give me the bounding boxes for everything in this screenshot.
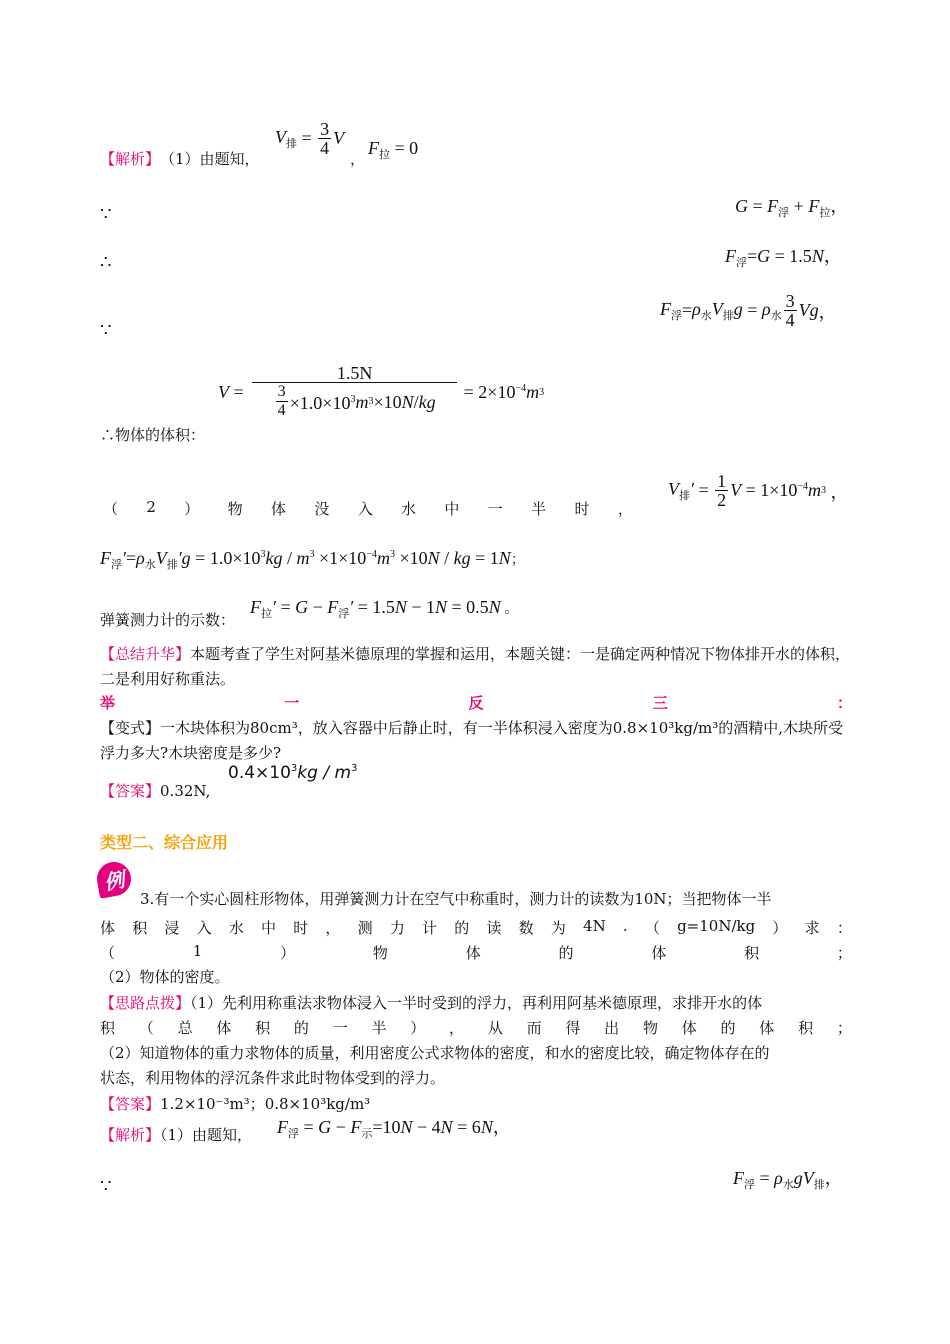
line3-char: 的	[558, 944, 574, 962]
line2-char: 4N	[583, 917, 606, 935]
part2-char: 体	[270, 500, 286, 518]
hint-text-1: （1）先利用称重法求物体浸入一半时受到的浮力，再利用阿基米德原理，求排开水的体	[190, 994, 763, 1012]
section-title: 类型二、综合应用	[100, 833, 229, 852]
eq-f-fu-2: $F_浮$ = $\rho_水V_排g$ = $\rho_水$ $\frac{3}{4}$ Vg ，	[660, 291, 837, 330]
heading-char: 一	[284, 694, 300, 712]
part2-char: 物	[227, 500, 243, 518]
part2-char: 2	[146, 498, 156, 516]
hint2-char: 从	[487, 1019, 503, 1037]
variant-block	[100, 716, 855, 766]
part2-char: 没	[314, 500, 330, 518]
hint2-char: 一	[332, 1019, 348, 1037]
hint2-char: 体	[759, 1019, 775, 1037]
line2-char: 测	[357, 919, 373, 937]
eq-v-pai-2: $V_排'$ = $\frac{1}{2}$ V = $1\times 10^{-4}$ m 3 ，	[668, 471, 849, 510]
line2-char: 体	[100, 919, 116, 937]
hint2-char: 半	[371, 1019, 387, 1037]
analysis-intro: （1）由题知，	[160, 149, 260, 168]
heading-char: 反	[468, 694, 484, 712]
hint-line-3: （2）知道物体的重力求物体的质量，利用密度公式求物体的密度，和水的密度比较，确定物体存在的	[100, 1044, 770, 1062]
line2-char: 入	[196, 919, 212, 937]
hint2-char: 总	[177, 1019, 193, 1037]
heading-char: ：	[836, 694, 852, 712]
line3-char: （	[100, 944, 116, 962]
eq-f-la: $F_拉 = 0$	[368, 138, 419, 161]
summary-text: 本题考查了学生对阿基米德原理的掌握和运用，本题关键：一是确定两种情况下物体排开水的体积，二是利用好称重法。	[100, 645, 851, 688]
eq-3-1: $F_浮 = G - F_示=10N - 4N = 6N$，	[277, 1117, 511, 1140]
hint2-char: ；	[836, 1019, 852, 1037]
line3-char: 1	[192, 942, 203, 960]
analysis-tag: 【解析】	[100, 149, 161, 168]
answer3-line	[100, 1093, 370, 1114]
answer3-tag: 【答案】	[100, 1095, 161, 1113]
hint2-char: 出	[604, 1019, 620, 1037]
line2-char: 中	[261, 919, 277, 937]
eq-3-2: $F_浮 = \rho_水gV_排$，	[733, 1168, 843, 1191]
line3-char: 体	[465, 944, 481, 962]
hint-line-4: 状态，利用物体的浮沉条件求此时物体受到的浮力。	[100, 1069, 446, 1087]
eq-f-la-2: $F_拉' = G - F_浮' = 1.5N - 1N = 0.5N$ 。	[250, 597, 519, 620]
heading-char: 举	[100, 694, 116, 712]
answer-line	[100, 780, 210, 801]
answer-text: 0.32N,	[160, 782, 211, 800]
hint2-char: 积	[255, 1019, 271, 1037]
analysis-line-1	[100, 138, 260, 178]
variant-tag: 【变式】	[100, 719, 161, 737]
line3-char: 积	[744, 944, 760, 962]
because-2: ∵	[100, 320, 112, 341]
answer-math: $0.4\times 10^3kg / m^3$	[228, 763, 358, 783]
line2-char: ）	[772, 919, 788, 937]
line2-char: 读	[486, 919, 502, 937]
line3-char: 体	[651, 944, 667, 962]
part2-char: 水	[401, 500, 417, 518]
line2-char: 水	[228, 919, 244, 937]
part2-char: 一	[487, 500, 503, 518]
line3-char: ）	[280, 944, 296, 962]
line2-char: 计	[422, 919, 438, 937]
part2-line	[103, 498, 633, 519]
analysis3-tag: 【解析】	[100, 1126, 161, 1144]
line2-char: 数	[518, 919, 534, 937]
part2-char: （	[103, 500, 119, 518]
eq-volume: V = 1.5N $\frac{3}{4}$ $\times 1.0\times 10^3$ m 3 ×10 N / kg = $2\times 10^{-4}$ m 3	[218, 363, 545, 419]
eq-f-fu-3: $F_浮'=\rho_水V_排'g = 1.0\times 10^3kg / m^3 \times 1\times 10^{-4}m^3 \times 10N$ / kg = 1N；	[100, 548, 525, 571]
reading-label: 弹簧测力计的示数：	[100, 611, 236, 629]
therefore-1: ∴	[100, 252, 112, 273]
part2-char: 中	[444, 500, 460, 518]
eq-f-fu: $F_浮=G = 1.5N$，	[725, 246, 842, 269]
example-line-3	[100, 942, 852, 963]
line3-char: ；	[836, 944, 852, 962]
because-1: ∵	[100, 204, 112, 225]
line2-char: 的	[454, 919, 470, 937]
part2-char: 时	[574, 500, 590, 518]
extension-heading	[100, 692, 852, 713]
line2-char: 为	[550, 919, 566, 937]
part2-char: ）	[184, 500, 200, 518]
hint2-char: （	[138, 1019, 154, 1037]
line2-char: 浸	[164, 919, 180, 937]
line2-char: 时	[293, 919, 309, 937]
eq-g: $G = F_浮 + F_拉$，	[735, 196, 849, 219]
comma: ，	[350, 150, 366, 168]
hint-line-1	[100, 992, 762, 1013]
part2-char: ，	[617, 500, 633, 518]
hint2-char: 得	[565, 1019, 581, 1037]
answer3-text: 1.2×10⁻³m³；0.8×10³kg/m³	[160, 1095, 371, 1113]
answer-tag: 【答案】	[100, 782, 161, 800]
line2-char: 求	[804, 919, 820, 937]
example-badge: 例	[94, 859, 133, 898]
example-line-1: 3.有一个实心圆柱形物体，用弹簧测力计在空气中称重时，测力计的读数为10N；当把物体一半	[140, 890, 772, 908]
hint-tag: 【思路点拨】	[100, 994, 191, 1012]
line2-char: 积	[132, 919, 148, 937]
hint2-char: 体	[681, 1019, 697, 1037]
summary-block	[100, 642, 852, 692]
because-3: ∵	[100, 1176, 112, 1197]
line2-char: ：	[836, 919, 852, 937]
heading-char: 三	[652, 694, 668, 712]
hint2-char: ）	[410, 1019, 426, 1037]
volume-label: ∴物体的体积：	[100, 426, 206, 444]
line2-char: （	[644, 919, 660, 937]
line2-char: .	[622, 917, 628, 935]
hint2-char: 的	[293, 1019, 309, 1037]
line2-char: 力	[389, 919, 405, 937]
part2-char: 半	[531, 500, 547, 518]
example-line-2	[100, 917, 852, 938]
summary-tag: 【总结升华】	[100, 645, 191, 663]
example-line-4: （2）物体的密度。	[100, 968, 230, 986]
analysis3-line	[100, 1124, 252, 1145]
hint-line-2	[100, 1017, 852, 1038]
hint2-char: 物	[642, 1019, 658, 1037]
line2-char: g=10N/kg	[677, 917, 756, 935]
hint2-char: 积	[100, 1019, 116, 1037]
hint2-char: ，	[449, 1019, 465, 1037]
part2-char: 入	[357, 500, 373, 518]
hint2-char: 体	[216, 1019, 232, 1037]
eq-v-pai: $V_排$ = $\frac{3}{4}$ V	[275, 119, 345, 158]
line3-char: 物	[372, 944, 388, 962]
variant-text: 一木块体积为80cm³，放入容器中后静止时，有一半体积浸入密度为0.8×10³kg/m³的酒精中,木块所受浮力多大?木块密度是多少?	[100, 719, 844, 762]
line2-char: ，	[325, 919, 341, 937]
hint2-char: 积	[798, 1019, 814, 1037]
analysis3-intro: （1）由题知，	[160, 1126, 253, 1144]
hint2-char: 的	[720, 1019, 736, 1037]
hint2-char: 而	[526, 1019, 542, 1037]
